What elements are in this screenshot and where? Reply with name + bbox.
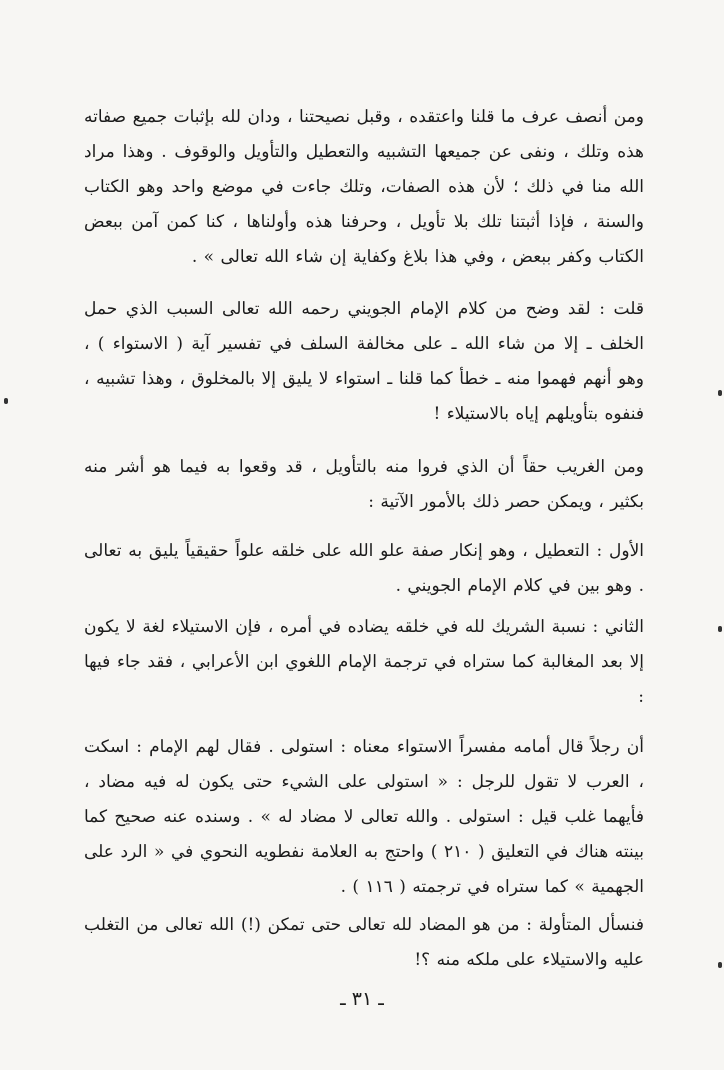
- paragraph-2: قلت : لقد وضح من كلام الإمام الجويني رحمه الله تعالى السبب الذي حمل الخلف ـ إلا من شاء الله ـ على مخالفة السلف في تفسير آية ( الاستواء ) ، وهو أنهم فهموا منه ـ خطأ كما قلنا ـ استواء لا يليق إلا بالمخلوق ، وهذا تشبيه ، فنفوه بتأويلهم إياه بالاستيلاء !: [84, 299, 644, 424]
- paragraph-5: الثاني : نسبة الشريك لله في خلقه يضاده في أمره ، فإن الاستيلاء لغة لا يكون إلا بعد المغالبة كما ستراه في ترجمة الإمام اللغوي ابن الأعرابي ، فقد جاء فيها :: [84, 617, 644, 707]
- margin-dot: [718, 962, 722, 968]
- paragraph-1: ومن أنصف عرف ما قلنا واعتقده ، وقبل نصيحتنا ، ودان لله بإثبات جميع صفاته هذه وتلك ، ونفى عن جميعها التشبيه والتعطيل والتأويل والوقوف . وهذا مراد الله منا في ذلك ؛ لأن هذه الصفات، وتلك جاءت في موضع واحد وهو الكتاب والسنة ، فإذا أثبتنا تلك بلا تأويل ، وحرفنا هذه وأولناها ، كنا كمن آمن ببعض الكتاب وكفر ببعض ، وفي هذا بلاغ وكفاية إن شاء الله تعالى » .: [84, 107, 644, 267]
- page-number: ـ ٣١ ـ: [340, 988, 384, 1010]
- paragraph-6: أن رجلاً قال أمامه مفسراً الاستواء معناه : استولى . فقال لهم الإمام : اسكت ، العرب لا تقول للرجل : « استولى على الشيء حتى يكون له فيه مضاد ، فأيهما غلب قيل : استولى . والله تعالى لا مضاد له » . وسنده عنه صحيح كما بينته هناك في التعليق ( ٢١٠ ) واحتج به العلامة نفطويه النحوي في « الرد على الجهمية » كما ستراه في ترجمته ( ١١٦ ) .: [84, 737, 644, 897]
- paragraph-3: ومن الغريب حقاً أن الذي فروا منه بالتأويل ، قد وقعوا به فيما هو أشر منه بكثير ، ويمكن حصر ذلك بالأمور الآتية :: [84, 457, 644, 512]
- paragraph-4: الأول : التعطيل ، وهو إنكار صفة علو الله على خلقه علواً حقيقياً يليق به تعالى . وهو بين في كلام الإمام الجويني .: [84, 541, 644, 596]
- margin-dot: [4, 398, 8, 404]
- paragraph-7: فنسأل المتأولة : من هو المضاد لله تعالى حتى تمكن (!) الله تعالى من التغلب عليه والاستيلاء على ملكه منه ؟!: [84, 915, 644, 970]
- margin-dot: [718, 390, 722, 396]
- margin-dot: [718, 626, 722, 632]
